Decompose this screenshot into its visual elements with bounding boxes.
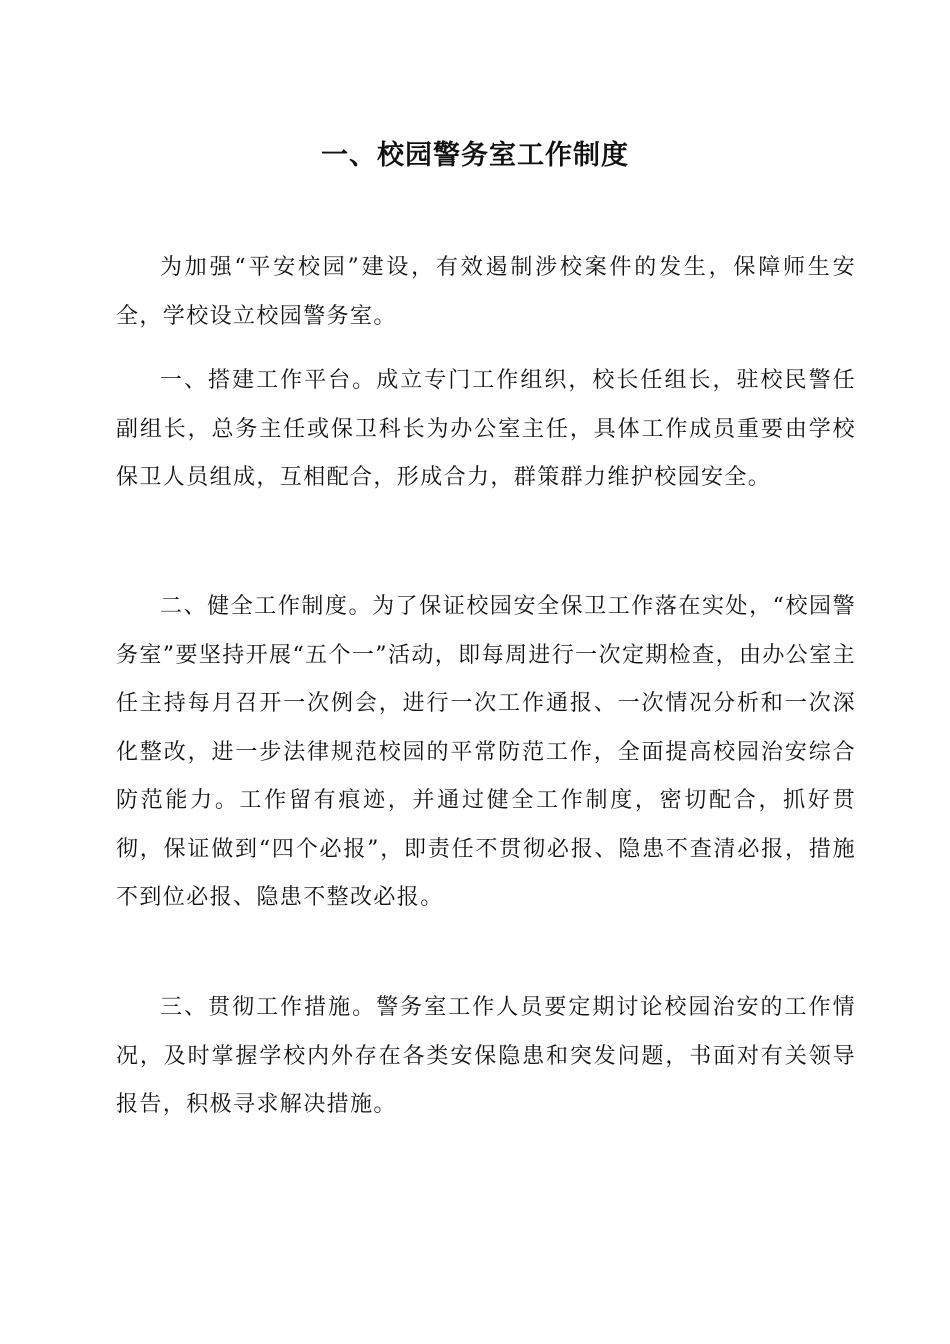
paragraph-system: 二、健全工作制度。为了保证校园安全保卫工作落在实处，“校园警务室”要坚持开展“五个一”活动，即每周进行一次定期检查，由办公室主任主持每月召开一次例会，进行一次工作通报、一次情况分析和一次深化整改，进一步法律规范校园的平常防范工作，全面提高校园治安综合防范能力。工作留有痕迹，并通过健全工作制度，密切配合，抓好贯彻，保证做到“四个必报”，即责任不贯彻必报、隐患不查清必报，措施不到位必报、隐患不整改必报。 — [116, 594, 856, 910]
paragraph-measures: 三、贯彻工作措施。警务室工作人员要定期讨论校园治安的工作情况，及时掌握学校内外存在各类安保隐患和突发问题，书面对有关领导报告，积极寻求解决措施。 — [116, 995, 856, 1117]
paragraph-platform: 一、搭建工作平台。成立专门工作组织，校长任组长，驻校民警任副组长，总务主任或保卫科长为办公室主任，具体工作成员重要由学校保卫人员组成，互相配合，形成合力，群策群力维护校园安全。 — [116, 368, 856, 490]
paragraph-intro: 为加强“平安校园”建设，有效遏制涉校案件的发生，保障师生安全，学校设立校园警务室。 — [116, 255, 856, 329]
document-title: 一、校园警务室工作制度 — [321, 140, 629, 171]
